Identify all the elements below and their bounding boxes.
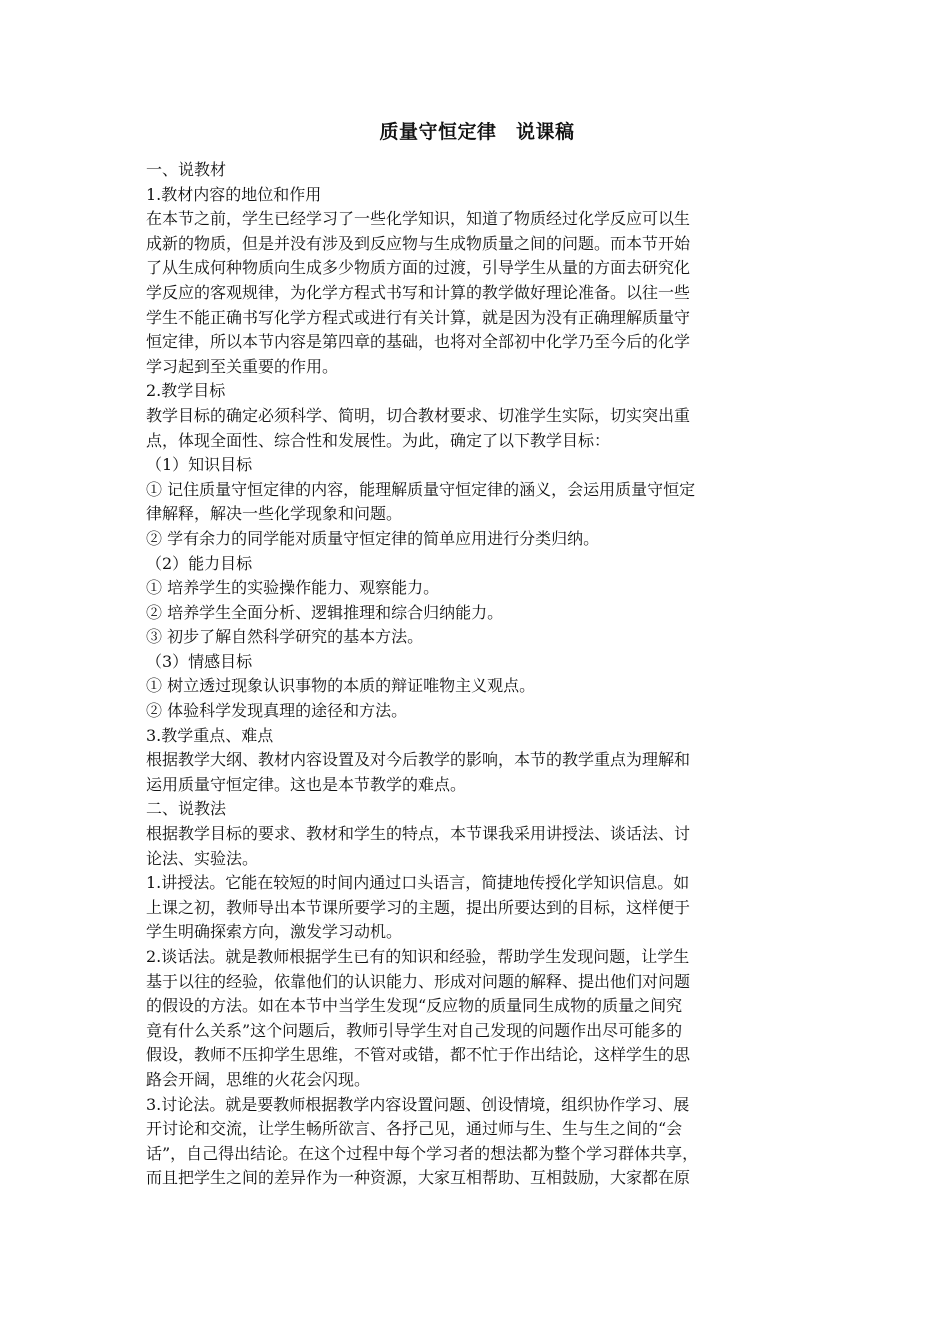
text-line: 学反应的客观规律，为化学方程式书写和计算的教学做好理论准备。以往一些	[146, 282, 691, 302]
text-line: 学生明确探索方向，激发学习动机。	[146, 922, 403, 942]
text-line: 2.教学目标	[146, 381, 226, 401]
text-line: 根据教学目标的要求、教材和学生的特点，本节课我采用讲授法、谈话法、讨	[146, 824, 691, 844]
text-line: 运用质量守恒定律。这也是本节教学的难点。	[146, 774, 467, 794]
document-page	[146, 118, 808, 1191]
text-line: 学习起到至关重要的作用。	[146, 356, 339, 376]
text-line: 3.讨论法。就是要教师根据教学内容设置问题、创设情境，组织协作学习、展	[146, 1094, 690, 1114]
document-body	[146, 158, 808, 1191]
text-line: 二、说教法	[146, 799, 227, 819]
text-line: 开讨论和交流，让学生畅所欲言、各抒己见，通过师与生、生与生之间的“会	[146, 1119, 683, 1139]
text-line: 恒定律，所以本节内容是第四章的基础，也将对全部初中化学乃至今后的化学	[146, 332, 691, 352]
text-line: 基于以往的经验，依靠他们的认识能力、形成对问题的解释、提出他们对问题	[146, 971, 691, 991]
text-line: 上课之初，教师导出本节课所要学习的主题，提出所要达到的目标，这样便于	[146, 897, 691, 917]
document-title: 质量守恒定律 说课稿	[379, 121, 575, 143]
text-line: ② 培养学生全面分析、逻辑推理和综合归纳能力。	[146, 602, 504, 622]
text-line: 路会开阔，思维的火花会闪现。	[146, 1069, 371, 1089]
text-line: 2.谈话法。就是教师根据学生已有的知识和经验，帮助学生发现问题，让学生	[146, 947, 690, 966]
text-line: ① 记住质量守恒定律的内容，能理解质量守恒定律的涵义，会运用质量守恒定	[146, 479, 696, 499]
text-line: 假设，教师不压抑学生思维，不管对或错，都不忙于作出结论，这样学生的思	[146, 1045, 691, 1065]
text-line: 1.教材内容的地位和作用	[146, 184, 322, 204]
text-line: 3.教学重点、难点	[146, 725, 274, 745]
text-line: 教学目标的确定必须科学、简明，切合教材要求、切准学生实际，切实突出重	[146, 405, 691, 425]
text-line: ② 体验科学发现真理的途径和方法。	[146, 701, 408, 721]
text-line: 根据教学大纲、教材内容设置及对今后教学的影响，本节的教学重点为理解和	[146, 750, 691, 770]
text-line: ③ 初步了解自然科学研究的基本方法。	[146, 627, 424, 647]
text-line: 学生不能正确书写化学方程式或进行有关计算，就是因为没有正确理解质量守	[146, 307, 691, 327]
text-line: 了从生成何种物质向生成多少物质方面的过渡，引导学生从量的方面去研究化	[146, 258, 691, 278]
text-line: 论法、实验法。	[146, 848, 259, 868]
text-line: （3）情感目标	[146, 651, 253, 671]
text-line: 的假设的方法。如在本节中当学生发现“反应物的质量同生成物的质量之间究	[146, 996, 683, 1016]
text-line: 律解释，解决一些化学现象和问题。	[146, 504, 403, 524]
text-line: 竟有什么关系”这个问题后，教师引导学生对自己发现的问题作出尽可能多的	[146, 1020, 683, 1040]
text-line: 一、说教材	[146, 160, 227, 179]
text-line: 成新的物质，但是并没有涉及到反应物与生成物质量之间的问题。而本节开始	[146, 233, 691, 253]
text-line: （2）能力目标	[146, 553, 253, 573]
text-line: 而且把学生之间的差异作为一种资源，大家互相帮助、互相鼓励，大家都在原	[146, 1168, 691, 1188]
text-line: 点，体现全面性、综合性和发展性。为此，确定了以下教学目标：	[146, 430, 611, 450]
text-line: 在本节之前，学生已经学习了一些化学知识，知道了物质经过化学反应可以生	[146, 209, 691, 229]
text-line: 1.讲授法。它能在较短的时间内通过口头语言，简捷地传授化学知识信息。如	[146, 873, 690, 893]
text-line: （1）知识目标	[146, 455, 253, 475]
text-line: ① 树立透过现象认识事物的本质的辩证唯物主义观点。	[146, 676, 536, 696]
text-line: ② 学有余力的同学能对质量守恒定律的简单应用进行分类归纳。	[146, 528, 600, 548]
text-line: ① 培养学生的实验操作能力、观察能力。	[146, 578, 440, 598]
text-line: 话”，自己得出结论。在这个过程中每个学习者的想法都为整个学习群体共享，	[146, 1143, 699, 1163]
